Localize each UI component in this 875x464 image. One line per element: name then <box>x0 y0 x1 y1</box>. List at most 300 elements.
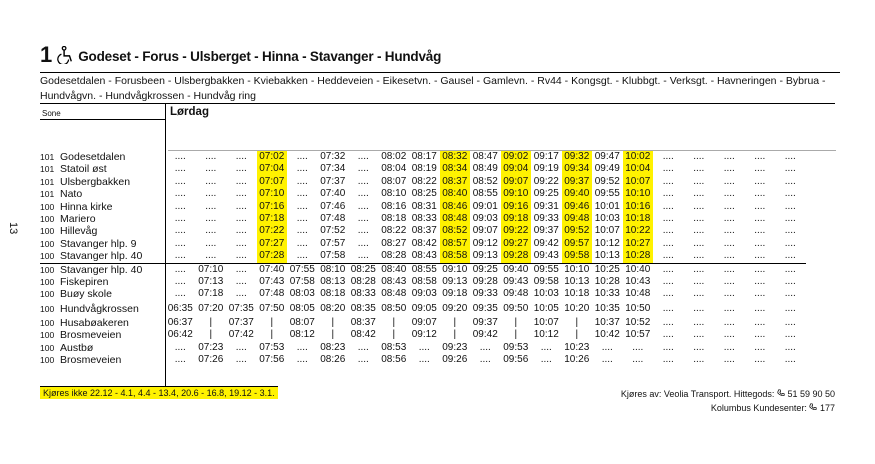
time-cell: 09:58 <box>533 276 559 288</box>
time-cell: .... <box>174 200 186 212</box>
time-cell: .... <box>723 237 735 249</box>
time-cell: .... <box>662 354 674 366</box>
time-cell: .... <box>723 200 735 212</box>
time-cell: .... <box>693 237 705 249</box>
time-cell: 08:40 <box>440 188 471 200</box>
time-cell: 08:13 <box>320 276 346 288</box>
time-cell: .... <box>205 225 217 237</box>
time-cell: .... <box>693 329 705 341</box>
time-cell: 08:28 <box>350 276 376 288</box>
table-row <box>40 238 806 250</box>
time-cell: 08:55 <box>472 188 498 200</box>
zone-cell: 100 <box>40 226 55 237</box>
time-cell: .... <box>662 175 674 187</box>
time-cell: .... <box>723 329 735 341</box>
time-cell: .... <box>714 263 745 276</box>
time-cell: 08:40 <box>379 263 410 276</box>
time-cell: 07:57 <box>320 237 346 249</box>
time-cell: 07:35 <box>228 302 254 314</box>
time-cell: 09:13 <box>442 276 468 288</box>
time-cell: 09:02 <box>501 151 532 163</box>
time-cell: .... <box>174 163 186 175</box>
time-cell: .... <box>632 354 644 366</box>
time-cell: .... <box>357 175 369 187</box>
time-cell: .... <box>235 225 247 237</box>
time-cell: .... <box>723 163 735 175</box>
stop-name: Nato <box>60 188 83 201</box>
time-cell: 07:48 <box>259 288 285 300</box>
time-cell: 10:18 <box>623 213 654 225</box>
time-cell: 10:27 <box>623 238 654 250</box>
time-cell: 09:37 <box>562 176 593 188</box>
time-cell: 08:56 <box>381 354 407 366</box>
time-cell: 08:20 <box>320 302 346 314</box>
time-cell: 07:32 <box>320 151 346 162</box>
time-cell: .... <box>205 237 217 249</box>
time-cell: 07:37 <box>320 175 346 187</box>
stop-name: Hundvågkrossen <box>60 302 139 315</box>
stop-name: Hillevåg <box>60 225 98 238</box>
table-row <box>40 288 806 300</box>
time-cell: .... <box>693 341 705 353</box>
time-cell: .... <box>174 188 186 200</box>
sone-separator <box>40 119 165 120</box>
time-cell: 08:27 <box>381 237 407 249</box>
time-cell: 10:52 <box>625 316 651 328</box>
time-cell: 09:18 <box>501 213 532 225</box>
table-row <box>40 276 806 288</box>
time-cell: 08:58 <box>440 250 471 263</box>
operator-info <box>621 387 835 415</box>
time-cell: .... <box>723 302 735 314</box>
time-cell: 08:48 <box>440 213 471 225</box>
time-cell: .... <box>784 354 796 366</box>
time-cell: .... <box>662 276 674 288</box>
time-cell: 09:33 <box>472 288 498 300</box>
time-cell: 09:48 <box>562 213 593 225</box>
time-cell: | <box>453 316 457 328</box>
time-cell: 07:53 <box>259 341 285 353</box>
time-cell: .... <box>479 341 491 353</box>
time-cell: .... <box>723 213 735 225</box>
time-cell: 08:43 <box>381 276 407 288</box>
time-cell: 09:07 <box>411 316 437 328</box>
sone-label: Sone <box>42 109 61 118</box>
time-cell: 10:01 <box>594 200 620 212</box>
time-cell: .... <box>235 288 247 300</box>
time-cell: 07:55 <box>287 263 318 276</box>
time-cell: .... <box>784 151 796 162</box>
time-cell: .... <box>723 225 735 237</box>
time-cell: 07:50 <box>259 302 285 314</box>
time-cell: .... <box>653 263 684 276</box>
time-cell: .... <box>174 213 186 225</box>
time-cell: .... <box>357 163 369 175</box>
time-cell: 07:02 <box>257 151 288 163</box>
stop-name: Fiskepiren <box>60 276 109 289</box>
time-cell: .... <box>693 288 705 300</box>
time-cell: .... <box>235 250 247 262</box>
time-cell: 09:47 <box>594 151 620 162</box>
time-cell: 10:33 <box>594 288 620 300</box>
time-cell: 10:16 <box>623 201 654 213</box>
zone-cell: 101 <box>40 189 55 200</box>
time-cell: .... <box>540 341 552 353</box>
time-cell: .... <box>662 316 674 328</box>
time-cell: .... <box>174 288 186 300</box>
zone-cell: 101 <box>40 176 55 187</box>
time-cell: 07:58 <box>320 250 346 262</box>
stops-description: Godesetdalen - Forusbeen - Ulsbergbakken - Kviebakken - Heddeveien - Eikesetvn. - Gausel - Gamlevn. - Rv44 - Kongsgt. - Klubbgt. - Verksgt. - Havneringen - Bybrua - Hundvågvn. - Hundvågkrossen - Hundvåg ring <box>40 72 840 104</box>
time-cell: .... <box>357 237 369 249</box>
zone-cell: 101 <box>40 164 55 175</box>
zone-cell: 100 <box>40 263 60 276</box>
time-cell: .... <box>723 250 735 262</box>
zone-cell: 100 <box>40 317 55 328</box>
table-row <box>40 263 806 276</box>
time-cell: 09:23 <box>442 341 468 353</box>
zone-cell: 101 <box>40 152 55 162</box>
time-cell: 08:22 <box>381 225 407 237</box>
time-cell: 09:20 <box>442 302 468 314</box>
time-cell: 09:16 <box>501 201 532 213</box>
time-cell: .... <box>357 341 369 353</box>
time-cell: .... <box>357 151 369 162</box>
time-cell: .... <box>174 225 186 237</box>
table-row <box>40 354 806 366</box>
notice-banner: Kjøres ikke 22.12 - 4.1, 4.4 - 13.4, 20.6 - 16.8, 19.12 - 3.1. <box>40 386 278 399</box>
time-cell: 08:03 <box>289 288 315 300</box>
time-cell: .... <box>754 288 766 300</box>
time-cell: .... <box>662 225 674 237</box>
time-cell: 10:18 <box>564 288 590 300</box>
zone-cell: 100 <box>40 342 55 353</box>
time-cell: 07:23 <box>198 341 224 353</box>
time-cell: .... <box>693 225 705 237</box>
table-row <box>40 213 806 225</box>
time-cell: .... <box>632 341 644 353</box>
time-cell: 10:12 <box>533 329 559 341</box>
time-cell: .... <box>693 163 705 175</box>
time-cell: | <box>209 316 213 328</box>
time-cell: .... <box>174 354 186 366</box>
time-cell: .... <box>662 213 674 225</box>
time-cell: 10:04 <box>623 163 654 175</box>
stop-name: Husabøakeren <box>60 316 129 329</box>
table-row <box>40 188 806 200</box>
table-row <box>40 201 806 213</box>
time-cell: | <box>575 329 579 341</box>
time-cell: 08:04 <box>381 163 407 175</box>
time-cell: 08:25 <box>348 263 379 276</box>
time-cell: .... <box>784 288 796 300</box>
time-cell: 10:35 <box>594 302 620 314</box>
time-cell: 07:40 <box>320 188 346 200</box>
time-cell: 08:33 <box>350 288 376 300</box>
time-cell: .... <box>540 354 552 366</box>
stop-name: Stavanger hlp. 9 <box>60 237 137 250</box>
time-cell: 10:10 <box>623 188 654 200</box>
time-cell: 08:18 <box>381 213 407 225</box>
time-cell: .... <box>693 188 705 200</box>
time-cell: 07:42 <box>228 329 254 341</box>
time-cell: .... <box>723 175 735 187</box>
time-cell: .... <box>754 225 766 237</box>
time-cell: 07:40 <box>257 263 288 276</box>
time-cell: .... <box>693 151 705 162</box>
time-cell: 10:50 <box>625 302 651 314</box>
time-cell: .... <box>754 175 766 187</box>
stop-name: Mariero <box>60 213 96 226</box>
time-cell: 08:53 <box>381 341 407 353</box>
time-cell: 08:49 <box>472 163 498 175</box>
time-cell: 06:35 <box>167 302 193 314</box>
time-cell: 10:12 <box>594 237 620 249</box>
time-cell: 10:13 <box>564 276 590 288</box>
time-cell: .... <box>296 341 308 353</box>
time-cell: .... <box>784 188 796 200</box>
time-cell: 10:13 <box>594 250 620 262</box>
time-cell: 08:52 <box>440 225 471 237</box>
time-cell: .... <box>174 175 186 187</box>
time-cell: 07:58 <box>289 276 315 288</box>
time-cell: 07:16 <box>257 201 288 213</box>
time-cell: 08:58 <box>411 276 437 288</box>
time-cell: .... <box>235 163 247 175</box>
time-cell: .... <box>226 263 257 276</box>
time-cell: .... <box>296 237 308 249</box>
time-cell: 06:37 <box>167 316 193 328</box>
time-cell: 09:31 <box>533 200 559 212</box>
table-row <box>40 329 806 341</box>
time-cell: 08:02 <box>381 151 407 162</box>
time-cell: 09:49 <box>594 163 620 175</box>
time-cell: 09:22 <box>533 175 559 187</box>
time-cell: 10:37 <box>594 316 620 328</box>
time-cell: .... <box>165 263 196 276</box>
time-cell: .... <box>784 175 796 187</box>
time-cell: 09:07 <box>472 225 498 237</box>
time-cell: .... <box>235 354 247 366</box>
time-cell: 08:43 <box>411 250 437 262</box>
time-cell: 08:12 <box>289 329 315 341</box>
stop-name: Brosmeveien <box>60 329 122 342</box>
time-cell: 10:05 <box>533 302 559 314</box>
zone-cell: 100 <box>40 303 55 314</box>
time-cell: 10:23 <box>564 341 590 353</box>
time-cell: .... <box>662 302 674 314</box>
time-cell: 08:05 <box>289 302 315 314</box>
time-cell: .... <box>784 237 796 249</box>
time-cell: 09:18 <box>442 288 468 300</box>
time-cell: .... <box>754 188 766 200</box>
time-cell: 07:26 <box>198 354 224 366</box>
time-cell: .... <box>357 354 369 366</box>
time-cell: 08:28 <box>381 250 407 262</box>
time-cell: .... <box>784 316 796 328</box>
time-cell: 08:07 <box>289 316 315 328</box>
time-cell: .... <box>784 302 796 314</box>
time-cell: .... <box>723 188 735 200</box>
time-cell: .... <box>296 163 308 175</box>
time-cell: .... <box>754 151 766 162</box>
time-cell: .... <box>296 213 308 225</box>
time-cell: .... <box>693 200 705 212</box>
time-cell: 07:43 <box>259 276 285 288</box>
time-cell: 10:07 <box>533 316 559 328</box>
time-cell: 10:40 <box>623 263 654 276</box>
time-cell: 08:47 <box>472 151 498 162</box>
customer-center-text: Kolumbus Kundesenter: <box>710 403 807 413</box>
time-cell: .... <box>693 213 705 225</box>
time-cell: .... <box>754 237 766 249</box>
time-cell: .... <box>174 151 186 162</box>
time-cell: 08:16 <box>381 200 407 212</box>
time-cell: .... <box>662 250 674 262</box>
time-cell: 09:46 <box>562 201 593 213</box>
time-cell: .... <box>784 341 796 353</box>
time-cell: 09:12 <box>472 237 498 249</box>
stop-name: Brosmeveien <box>60 354 122 367</box>
time-cell: 06:42 <box>167 329 193 341</box>
table-row <box>40 317 806 329</box>
time-cell: 09:48 <box>503 288 529 300</box>
time-cell: .... <box>205 151 217 162</box>
time-cell: 08:37 <box>350 316 376 328</box>
time-cell: .... <box>418 354 430 366</box>
time-cell: 08:55 <box>409 263 440 276</box>
time-cell: 07:22 <box>257 225 288 237</box>
time-cell: 08:37 <box>411 225 437 237</box>
time-cell: .... <box>754 250 766 262</box>
page-number: 13 <box>7 222 19 235</box>
time-cell: .... <box>784 213 796 225</box>
time-cell: .... <box>745 263 776 276</box>
time-cell: | <box>575 316 579 328</box>
time-cell: .... <box>205 188 217 200</box>
zone-cell: 100 <box>40 289 55 300</box>
time-cell: | <box>270 316 274 328</box>
time-cell: 10:22 <box>623 225 654 237</box>
time-cell: 09:53 <box>503 341 529 353</box>
time-cell: 09:25 <box>470 263 501 276</box>
time-cell: 07:46 <box>320 200 346 212</box>
time-cell: 09:34 <box>562 163 593 175</box>
time-cell: 09:40 <box>562 188 593 200</box>
time-cell: 07:18 <box>198 288 224 300</box>
time-cell: .... <box>296 200 308 212</box>
time-cell: 09:28 <box>501 250 532 263</box>
time-cell: .... <box>174 237 186 249</box>
time-cell: .... <box>296 225 308 237</box>
timetable <box>40 151 806 367</box>
time-cell: 08:37 <box>440 176 471 188</box>
stop-name: Ulsbergbakken <box>60 175 131 188</box>
time-cell: .... <box>357 213 369 225</box>
time-cell: .... <box>723 276 735 288</box>
time-cell: .... <box>296 175 308 187</box>
day-label: Lørdag <box>170 106 209 118</box>
time-cell: 09:03 <box>411 288 437 300</box>
time-cell: .... <box>775 263 806 276</box>
time-cell: 08:32 <box>440 151 471 163</box>
time-cell: 09:05 <box>411 302 437 314</box>
time-cell: 09:22 <box>501 225 532 237</box>
time-cell: 08:42 <box>411 237 437 249</box>
time-cell: .... <box>754 163 766 175</box>
time-cell: .... <box>784 163 796 175</box>
time-cell: .... <box>784 329 796 341</box>
time-cell: 10:42 <box>594 329 620 341</box>
time-cell: 09:43 <box>503 276 529 288</box>
time-cell: | <box>453 329 457 341</box>
time-cell: 09:42 <box>472 329 498 341</box>
zone-cell: 100 <box>40 238 55 249</box>
wheelchair-icon <box>56 46 74 64</box>
time-cell: 09:13 <box>472 250 498 262</box>
time-cell: .... <box>754 200 766 212</box>
time-cell: .... <box>601 341 613 353</box>
time-cell: .... <box>723 151 735 162</box>
time-cell: 09:10 <box>440 263 471 276</box>
time-cell: .... <box>784 276 796 288</box>
time-cell: .... <box>205 200 217 212</box>
time-cell: 10:25 <box>592 263 623 276</box>
time-cell: .... <box>723 341 735 353</box>
time-cell: 10:03 <box>594 213 620 225</box>
time-cell: .... <box>693 175 705 187</box>
time-cell: .... <box>754 341 766 353</box>
time-cell: 08:34 <box>440 163 471 175</box>
stop-name: Hinna kirke <box>60 200 113 213</box>
time-cell: .... <box>784 200 796 212</box>
time-cell: 10:07 <box>623 176 654 188</box>
time-cell: | <box>270 329 274 341</box>
time-cell: 07:10 <box>196 263 227 276</box>
time-cell: .... <box>205 163 217 175</box>
time-cell: | <box>514 329 518 341</box>
time-cell: .... <box>662 163 674 175</box>
time-cell: 08:23 <box>320 341 346 353</box>
time-cell: 07:52 <box>320 225 346 237</box>
time-cell: 07:04 <box>257 163 288 175</box>
stop-name: Stavanger hlp. 40 <box>60 263 165 276</box>
time-cell: 09:42 <box>533 237 559 249</box>
time-cell: 09:37 <box>472 316 498 328</box>
stop-name: Stavanger hlp. 40 <box>60 250 143 263</box>
time-cell: .... <box>754 276 766 288</box>
table-row <box>40 225 806 237</box>
time-cell: 10:57 <box>625 329 651 341</box>
time-cell: 08:25 <box>411 188 437 200</box>
stop-name: Godesetdalen <box>60 151 126 163</box>
time-cell: 10:20 <box>564 302 590 314</box>
time-cell: .... <box>723 288 735 300</box>
time-cell: 08:48 <box>381 288 407 300</box>
time-cell: | <box>514 316 518 328</box>
time-cell: | <box>392 316 396 328</box>
time-cell: 09:03 <box>472 213 498 225</box>
time-cell: 09:01 <box>472 200 498 212</box>
route-header <box>40 44 441 66</box>
time-cell: 07:07 <box>257 176 288 188</box>
time-cell: 08:46 <box>440 201 471 213</box>
operator-text: Kjøres av: Veolia Transport. Hittegods: <box>620 389 775 399</box>
time-cell: 09:37 <box>533 225 559 237</box>
time-cell: 07:27 <box>257 238 288 250</box>
zone-cell: 100 <box>40 277 55 288</box>
time-cell: 09:52 <box>562 225 593 237</box>
